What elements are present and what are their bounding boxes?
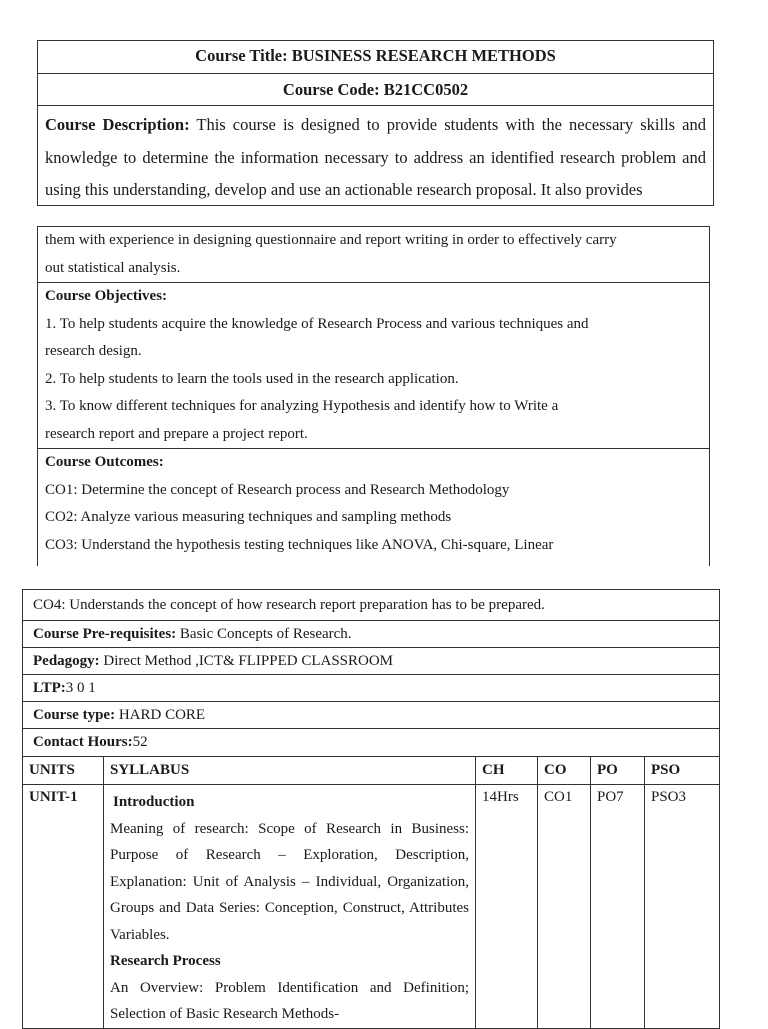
- pedagogy-row: [23, 648, 719, 675]
- unit-heading: Introduction: [113, 794, 195, 810]
- objective-line: research report and prepare a project report.: [45, 425, 308, 442]
- description-continued-row: [38, 227, 709, 283]
- header-syllabus: SYLLABUS: [104, 757, 476, 785]
- course-description-label: Course Description:: [45, 115, 190, 134]
- table-row: [23, 785, 721, 1029]
- outcomes-row: [38, 449, 709, 559]
- po-cell: PO7: [591, 785, 645, 1029]
- outcome-line: CO2: Analyze various measuring techniques and sampling methods: [45, 509, 452, 525]
- pso-cell: PSO3: [645, 785, 721, 1029]
- prerequisites-value: Basic Concepts of Research.: [179, 626, 352, 642]
- header-co: CO: [538, 757, 591, 785]
- course-type-row: [23, 702, 719, 729]
- unit-cell: UNIT-1: [23, 785, 104, 1029]
- ch-cell: 14Hrs: [476, 785, 538, 1029]
- syllabus-cell: [104, 785, 476, 1029]
- ltp-value: 3 0 1: [65, 680, 96, 696]
- course-type-value: HARD CORE: [118, 707, 206, 723]
- course-type-label: Course type:: [33, 707, 116, 723]
- objective-line: research design.: [45, 343, 142, 359]
- unit-subheading: Research Process: [110, 953, 221, 969]
- ltp-row: [23, 675, 719, 702]
- pedagogy-label: Pedagogy:: [33, 653, 100, 669]
- contact-hours-row: [23, 729, 719, 756]
- unit-paragraph: An Overview: Problem Identification and Definition; Selection of Basic Research Methods-: [110, 979, 469, 1022]
- ltp-label: LTP:: [33, 680, 66, 696]
- header-po: PO: [591, 757, 645, 785]
- contact-hours-value: 52: [132, 734, 148, 750]
- course-title-label: Course Title:: [195, 46, 288, 65]
- objectives-row: [38, 283, 709, 449]
- outcomes-heading: Course Outcomes:: [45, 454, 164, 470]
- contact-hours-label: Contact Hours:: [33, 734, 133, 750]
- course-title-row: [38, 41, 713, 74]
- header-ch: CH: [476, 757, 538, 785]
- description-continued-line: them with experience in designing questionnaire and report writing in order to effectively carry: [45, 232, 617, 248]
- description-continued-line: out statistical analysis.: [45, 259, 181, 276]
- syllabus-table: [22, 756, 720, 1029]
- course-description-text: This course is designed to provide students with the necessary skills and knowledge to determine the information necessary to address an identified research problem and using this understanding, develop and use an actionable research proposal. It also provides: [45, 115, 707, 199]
- objective-line: 2. To help students to learn the tools used in the research application.: [45, 370, 459, 387]
- objective-line: 1. To help students acquire the knowledge of Research Process and various techniques and: [45, 315, 589, 332]
- outcome-co4-row: CO4: Understands the concept of how research report preparation has to be prepared.: [23, 590, 719, 621]
- course-code-label: Course Code:: [282, 80, 380, 99]
- co-cell: CO1: [538, 785, 591, 1029]
- header-units: UNITS: [23, 757, 104, 785]
- course-description-row: [38, 106, 713, 206]
- syllabus-header-row: [23, 757, 721, 785]
- prerequisites-label: Course Pre-requisites:: [33, 626, 177, 642]
- course-code-value: B21CC0502: [383, 80, 469, 99]
- course-header-panel: [37, 40, 714, 206]
- objectives-heading: Course Objectives:: [45, 288, 168, 304]
- course-title-value: BUSINESS RESEARCH METHODS: [291, 46, 556, 65]
- header-pso: PSO: [645, 757, 721, 785]
- outcome-line: CO3: Understand the hypothesis testing techniques like ANOVA, Chi-square, Linear: [45, 536, 554, 553]
- course-code-row: [38, 74, 713, 106]
- outcome-line: CO1: Determine the concept of Research process and Research Methodology: [45, 481, 510, 498]
- objective-line: 3. To know different techniques for analyzing Hypothesis and identify how to Write a: [45, 398, 559, 414]
- objectives-outcomes-panel: [37, 226, 710, 566]
- prerequisites-row: [23, 621, 719, 648]
- unit-paragraph: Meaning of research: Scope of Research in Business: Purpose of Research – Exploration, Description, Explanation: Unit of Analysis – Individual, Organization, Groups and Data Series: Conception, Construct, Attributes Variables.: [110, 820, 469, 943]
- pedagogy-value: Direct Method ,ICT& FLIPPED CLASSROOM: [103, 653, 394, 669]
- course-details-panel: [22, 589, 720, 1029]
